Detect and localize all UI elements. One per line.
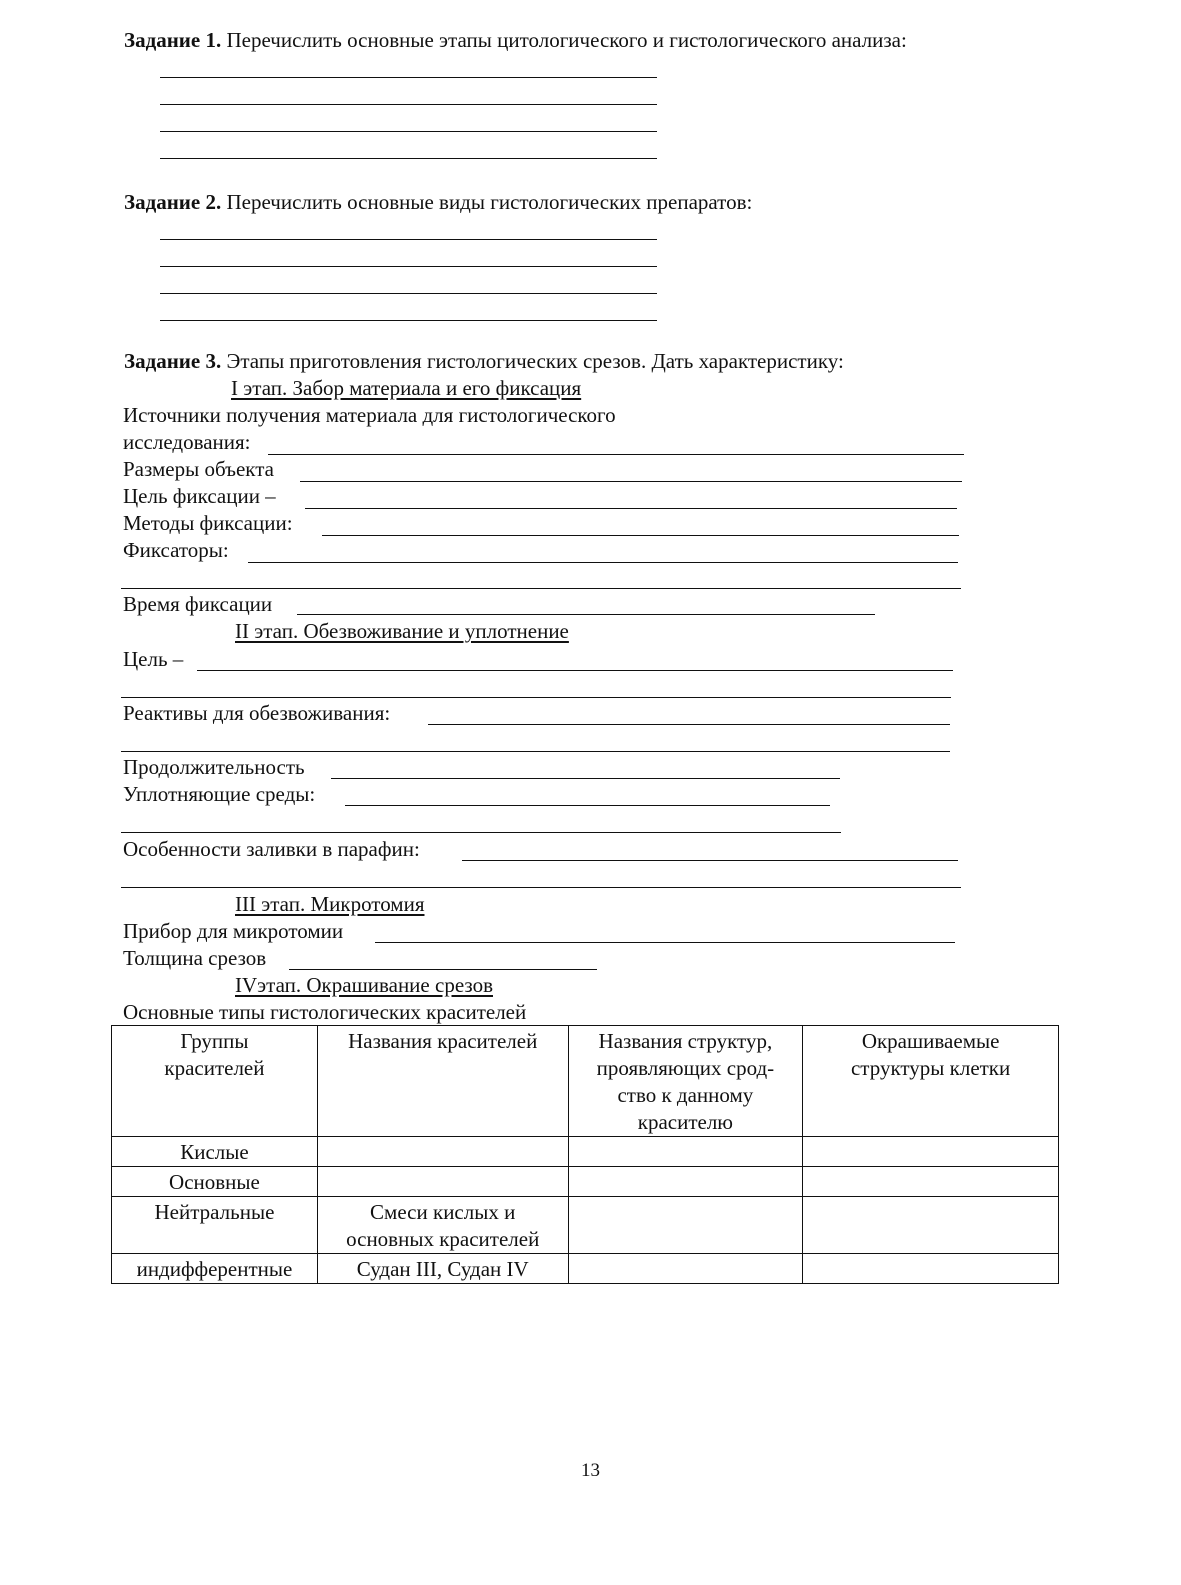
header-dye-groups <box>112 1026 318 1137</box>
task2-text: Перечислить основные виды гистологических препаратов: <box>221 190 753 214</box>
header-dye-names <box>317 1026 568 1137</box>
table-cell[interactable] <box>568 1167 803 1197</box>
dye-group-cell: Нейтральные <box>112 1197 318 1254</box>
sources-label-line1: Источники получения материала для гистологического <box>123 403 616 427</box>
table-cell[interactable] <box>317 1137 568 1167</box>
table-cell[interactable] <box>803 1167 1059 1197</box>
task3-heading <box>124 348 844 374</box>
table-header-row <box>112 1026 1059 1137</box>
answer-line[interactable] <box>160 293 657 294</box>
header-affine-structures-text: Названия структур, проявляющих срод- ство к данному красителю <box>596 1029 775 1134</box>
fix-methods-answer-line[interactable] <box>322 535 959 536</box>
stage4-title: IVэтап. Окрашивание срезов <box>235 973 493 997</box>
fixators-label: Фиксаторы: <box>123 538 229 562</box>
table-cell[interactable] <box>568 1137 803 1167</box>
fix-time-answer-line[interactable] <box>297 614 875 615</box>
embedding-media-answer-line[interactable] <box>345 805 830 806</box>
header-stained-structures-text: Окрашиваемые структуры клетки <box>850 1029 1011 1080</box>
fix-time-label: Время фиксации <box>123 592 273 616</box>
task1-text: Перечислить основные этапы цитологического и гистологического анализа: <box>221 28 907 52</box>
dehydration-goal-answer-line-2[interactable] <box>121 697 951 698</box>
dye-group-cell: индифферентные <box>112 1254 318 1284</box>
size-label: Размеры объекта <box>123 457 274 481</box>
fix-methods-label: Методы фиксации: <box>123 511 293 535</box>
task3-text: Этапы приготовления гистологических срезов. Дать характеристику: <box>221 349 844 373</box>
table-cell[interactable] <box>803 1137 1059 1167</box>
stage2-title: II этап. Обезвоживание и уплотнение <box>235 619 569 643</box>
answer-line[interactable] <box>160 266 657 267</box>
page-number: 13 <box>581 1460 600 1481</box>
task1-label: Задание 1. <box>124 28 222 52</box>
table-cell: Смеси кислых и основных красителей <box>317 1197 568 1254</box>
stage3-title: III этап. Микротомия <box>235 892 425 916</box>
thickness-label: Толщина срезов <box>123 946 267 970</box>
embedding-media-answer-line-2[interactable] <box>121 832 841 833</box>
sources-label-line2: исследования: <box>123 430 251 454</box>
sources-answer-line[interactable] <box>268 454 964 455</box>
paraffin-answer-line[interactable] <box>462 860 958 861</box>
dye-table-caption: Основные типы гистологических красителей <box>123 1000 527 1024</box>
table-cell: Судан III, Судан IV <box>317 1254 568 1284</box>
table-cell[interactable] <box>568 1254 803 1284</box>
table-cell[interactable] <box>803 1197 1059 1254</box>
task1-heading <box>124 27 907 53</box>
dye-group-cell: Основные <box>112 1167 318 1197</box>
fix-goal-label: Цель фиксации – <box>123 484 276 508</box>
size-answer-line[interactable] <box>300 481 962 482</box>
duration-answer-line[interactable] <box>331 778 840 779</box>
fixators-answer-line[interactable] <box>248 562 958 563</box>
table-row <box>112 1137 1059 1167</box>
answer-line[interactable] <box>160 239 657 240</box>
table-cell[interactable] <box>803 1254 1059 1284</box>
table-row <box>112 1167 1059 1197</box>
paraffin-answer-line-2[interactable] <box>121 887 961 888</box>
answer-line[interactable] <box>160 131 657 132</box>
thickness-answer-line[interactable] <box>289 969 597 970</box>
microtome-answer-line[interactable] <box>375 942 955 943</box>
duration-label: Продолжительность <box>123 755 305 779</box>
reagents-answer-line-2[interactable] <box>121 751 950 752</box>
dye-types-table <box>111 1025 1059 1284</box>
microtome-label: Прибор для микротомии <box>123 919 344 943</box>
answer-line[interactable] <box>160 77 657 78</box>
table-row <box>112 1197 1059 1254</box>
header-dye-names-text: Названия красителей <box>348 1029 538 1053</box>
answer-line[interactable] <box>160 104 657 105</box>
embedding-media-label: Уплотняющие среды: <box>123 782 316 806</box>
answer-line[interactable] <box>160 320 657 321</box>
task2-heading <box>124 189 752 215</box>
table-cell[interactable] <box>568 1197 803 1254</box>
header-affine-structures <box>568 1026 803 1137</box>
fix-goal-answer-line[interactable] <box>305 508 957 509</box>
dehydration-goal-label: Цель – <box>123 647 184 671</box>
reagents-answer-line[interactable] <box>428 724 950 725</box>
reagents-label: Реактивы для обезвоживания: <box>123 701 391 725</box>
fixators-answer-line-2[interactable] <box>121 588 961 589</box>
table-row <box>112 1254 1059 1284</box>
header-dye-groups-text: Группы красителей <box>164 1029 265 1080</box>
dehydration-goal-answer-line[interactable] <box>197 670 953 671</box>
task3-label: Задание 3. <box>124 349 222 373</box>
stage1-title: I этап. Забор материала и его фиксация <box>231 376 582 400</box>
table-cell[interactable] <box>317 1167 568 1197</box>
header-stained-structures <box>803 1026 1059 1137</box>
answer-line[interactable] <box>160 158 657 159</box>
task2-label: Задание 2. <box>124 190 222 214</box>
dye-group-cell: Кислые <box>112 1137 318 1167</box>
paraffin-label: Особенности заливки в парафин: <box>123 837 420 861</box>
